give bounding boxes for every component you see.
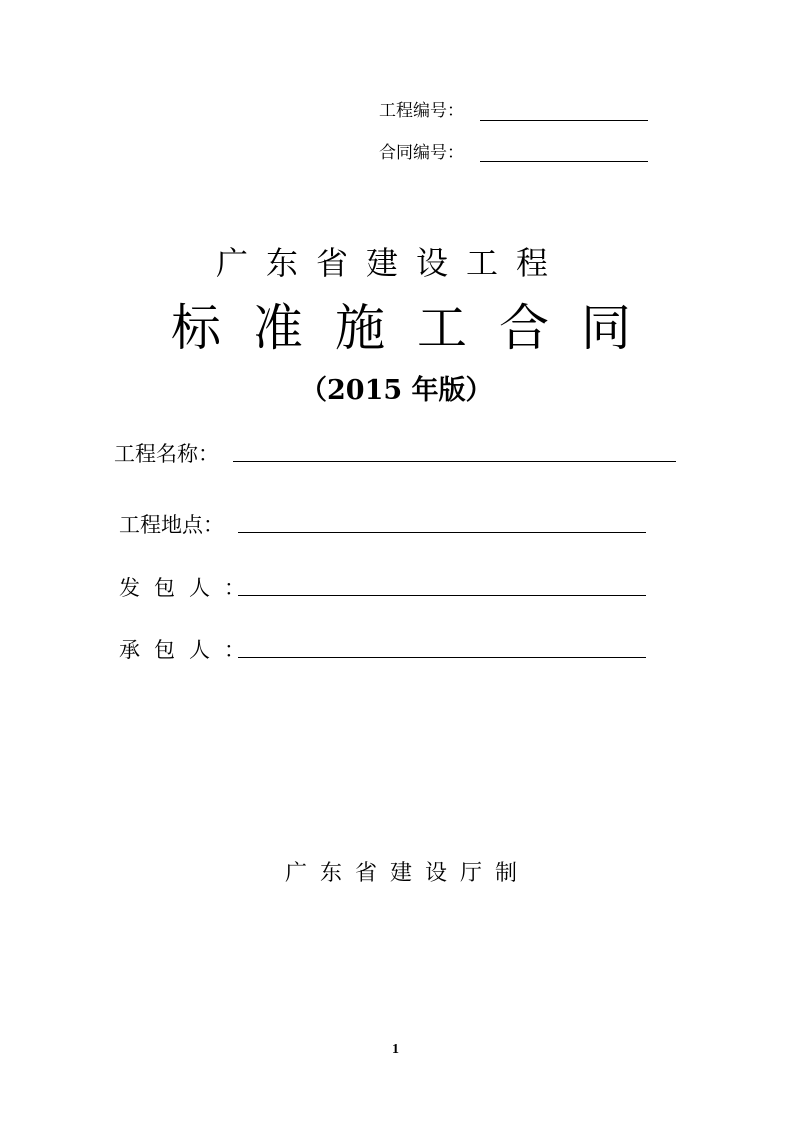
project-location-field[interactable] [238, 532, 646, 533]
contractor-label: 承包人： [119, 638, 259, 662]
contract-number-label: 合同编号： [379, 143, 464, 163]
edition-label: （2015 年版） [300, 375, 493, 406]
employer-label: 发包人： [119, 576, 259, 600]
employer-field[interactable] [238, 595, 646, 596]
issuer-label: 广东省建设厅制 [285, 861, 531, 886]
title-line2: 标准施工合同 [171, 299, 663, 357]
project-number-field[interactable] [480, 120, 648, 121]
project-name-label: 工程名称： [114, 442, 219, 466]
page-number: 1 [392, 1042, 399, 1057]
project-number-label: 工程编号： [379, 101, 464, 121]
contractor-field[interactable] [238, 657, 646, 658]
title-line1: 广东省建设工程 [216, 244, 567, 282]
project-name-field[interactable] [233, 461, 676, 462]
contract-number-field[interactable] [480, 161, 648, 162]
project-location-label: 工程地点： [119, 513, 224, 537]
